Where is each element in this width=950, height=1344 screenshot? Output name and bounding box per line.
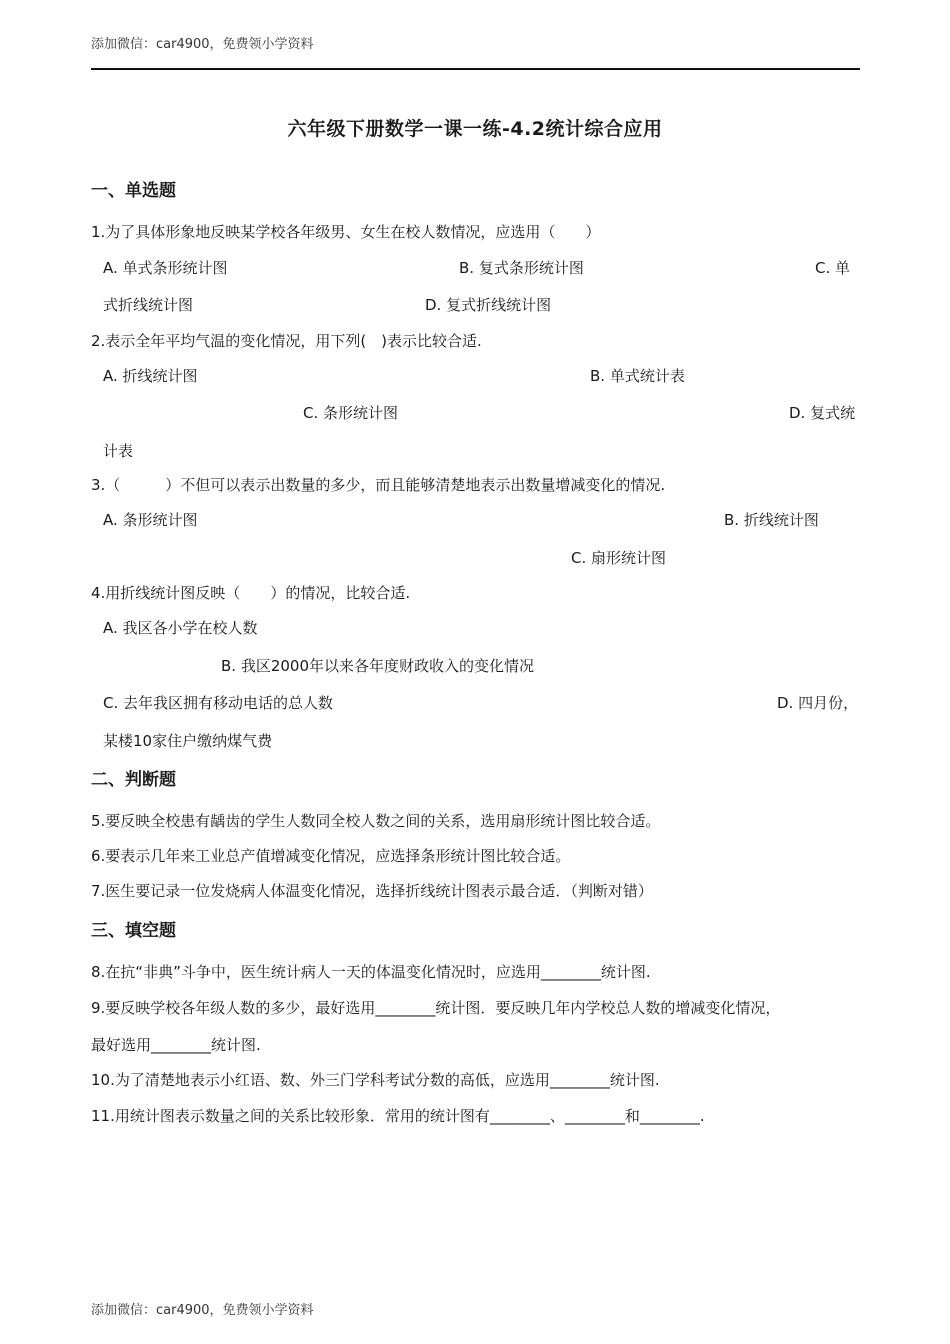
header-text: 添加微信：car4900，免费领小学资料 <box>91 37 314 52</box>
question-7: 7.医生要记录一位发烧病人体温变化情况，选择折线统计图表示最合适．（判断对错） <box>91 882 653 900</box>
question-5: 5.要反映全校患有龋齿的学生人数同全校人数之间的关系，选用扇形统计图比较合适。 <box>91 812 661 830</box>
question-10: 10.为了清楚地表示小红语、数、外三门学科考试分数的高低，应选用________统计图. <box>91 1071 660 1089</box>
question-2-option-d-cont: 计表 <box>103 442 134 460</box>
footer-text: 添加微信：car4900，免费领小学资料 <box>91 1303 314 1318</box>
page-title: 六年级下册数学一课一练-4.2统计综合应用 <box>287 118 663 140</box>
question-2-stem: 2.表示全年平均气温的变化情况，用下列( )表示比较合适. <box>91 332 482 350</box>
question-3-option-c: C. 扇形统计图 <box>571 549 667 567</box>
question-3-option-b: B. 折线统计图 <box>724 511 819 529</box>
question-1-stem: 1.为了具体形象地反映某学校各年级男、女生在校人数情况，应选用（ ） <box>91 223 601 241</box>
question-4-option-b: B. 我区2000年以来各年度财政收入的变化情况 <box>221 657 535 675</box>
question-3-option-a: A. 条形统计图 <box>103 511 198 529</box>
question-2-option-d: D. 复式统 <box>789 404 856 422</box>
question-4-option-d: D. 四月份， <box>777 694 859 712</box>
question-4-option-c: C. 去年我区拥有移动电话的总人数 <box>103 694 334 712</box>
section-heading-true-false: 二、判断题 <box>91 770 176 790</box>
question-2-option-b: B. 单式统计表 <box>590 367 685 385</box>
question-4-option-d-cont: 某楼10家住户缴纳煤气费 <box>103 732 273 750</box>
header-divider <box>91 68 860 70</box>
question-1-option-d: D. 复式折线统计图 <box>425 296 552 314</box>
question-8: 8.在抗“非典”斗争中，医生统计病人一天的体温变化情况时，应选用________统计图. <box>91 963 651 981</box>
question-2-option-a: A. 折线统计图 <box>103 367 198 385</box>
question-2-option-c: C. 条形统计图 <box>303 404 399 422</box>
question-9-line-1: 9.要反映学校各年级人数的多少，最好选用________统计图．要反映几年内学校总人数的增减变化情况， <box>91 999 781 1017</box>
section-heading-fill-blank: 三、填空题 <box>91 921 176 941</box>
question-3-stem: 3.（ ）不但可以表示出数量的多少，而且能够清楚地表示出数量增减变化的情况. <box>91 476 666 494</box>
question-1-option-a: A. 单式条形统计图 <box>103 259 228 277</box>
question-1-option-c-cont: 式折线统计图 <box>103 296 194 314</box>
question-4-option-a: A. 我区各小学在校人数 <box>103 619 258 637</box>
section-heading-single-choice: 一、单选题 <box>91 181 176 201</box>
question-11: 11.用统计图表示数量之间的关系比较形象．常用的统计图有________、________和________. <box>91 1107 705 1125</box>
question-9-line-2: 最好选用________统计图. <box>91 1036 261 1054</box>
question-1-option-b: B. 复式条形统计图 <box>459 259 584 277</box>
question-6: 6.要表示几年来工业总产值增减变化情况，应选择条形统计图比较合适。 <box>91 847 571 865</box>
question-4-stem: 4.用折线统计图反映（ ）的情况，比较合适. <box>91 584 411 602</box>
question-1-option-c: C. 单 <box>815 259 851 277</box>
